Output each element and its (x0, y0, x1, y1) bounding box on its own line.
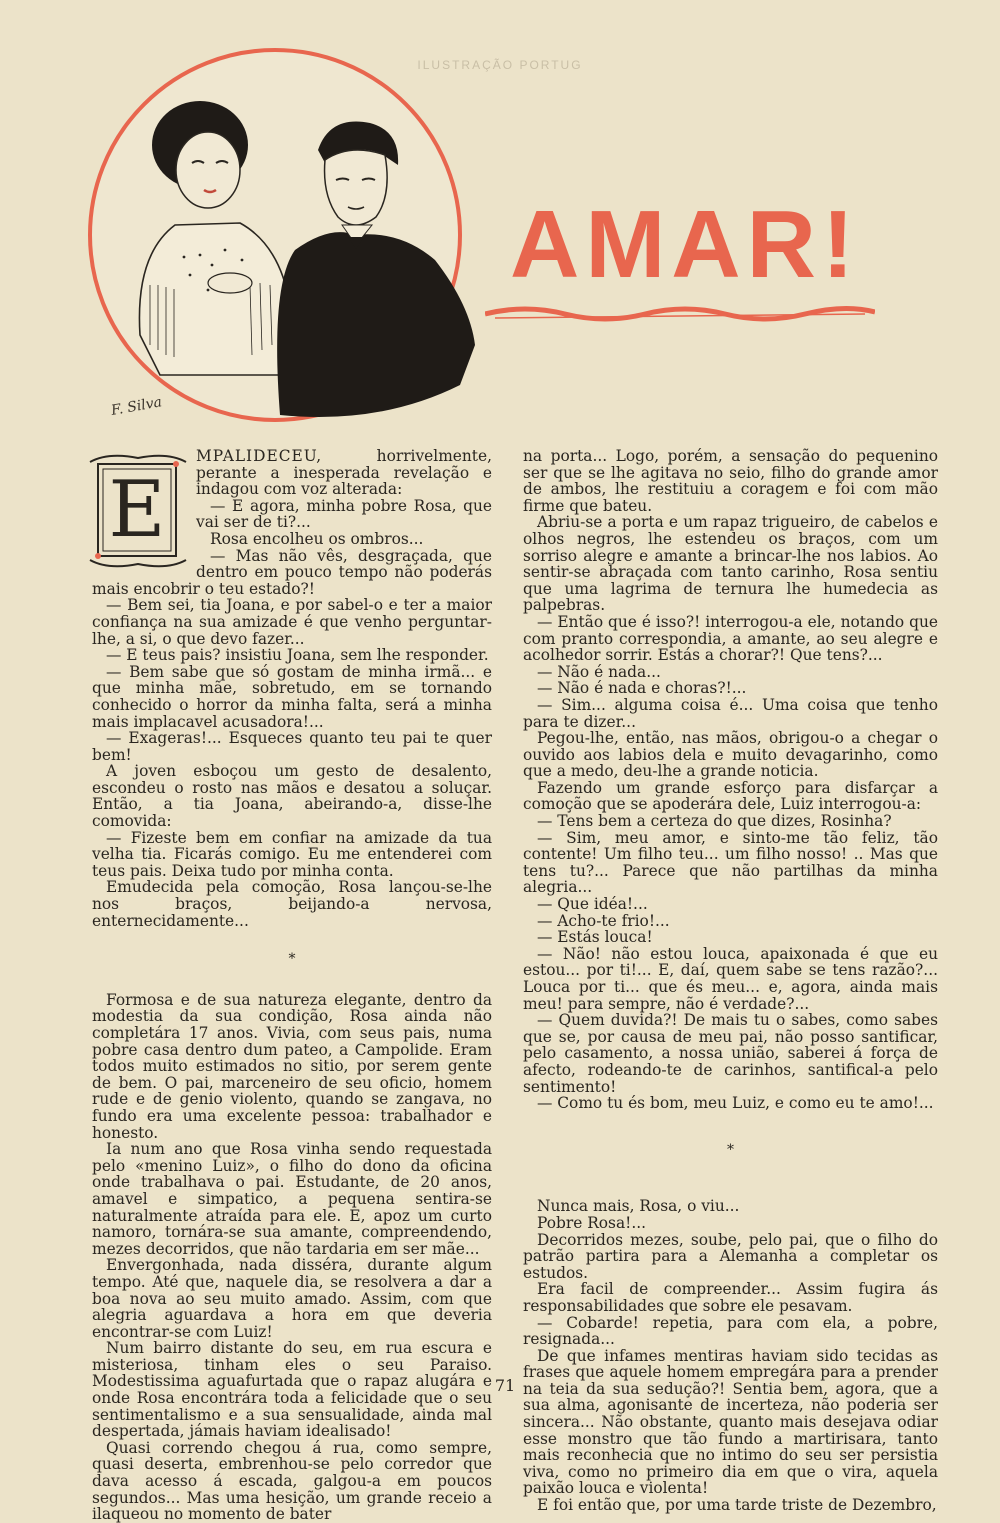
paragraph: na porta... Logo, porém, a sensação do pequenino ser que se lhe agitava no seio, filho do grande amor de ambos, lhe restituiu a coragem e foi com mão firme que bateu. (523, 447, 938, 515)
paragraph: Fazendo um grande esforço para disfarçar a comoção que se apoderára dele, Luiz interrogou-a: (523, 778, 938, 814)
paragraph: — Exageras!... Esqueces quanto teu pai te quer bem! (92, 729, 492, 764)
paragraph: Era facil de compreender... Assim fugira ás responsabilidades que sobre ele pesavam. (523, 1280, 938, 1315)
paragraph-text: horrivelmente, perante a inesperada revelação e indagou com voz alterada: (196, 447, 492, 499)
paragraph: — E agora, minha pobre Rosa, que vai ser de ti?... (196, 496, 492, 532)
paragraph: E foi então que, por uma tarde triste de Dezembro, (537, 1496, 937, 1515)
paragraph: — Não é nada e choras?!... (537, 679, 747, 698)
section-separator: * (727, 1141, 734, 1158)
faint-header: ILUSTRAÇÃO PORTUG (417, 58, 583, 72)
paragraph: Rosa encolheu os ombros... (210, 529, 424, 548)
paragraph: — Não! não estou louca, apaixonada é que eu estou... por ti!... E, daí, quem sabe se tens razão?... Louca por ti... que és meu... e, agora, ainda mais meu! para sempre, não é verdade?... (523, 944, 938, 1013)
right-column (523, 448, 938, 1514)
paragraph: Quasi correndo chegou á rua, como sempre, quasi deserta, embrenhou-se pelo corredor que dava acesso á escada, galgou-a em poucos segundos... Mas uma hesição, um grande receio a ilaqueou no momento de bater (92, 1438, 492, 1523)
paragraph: Formosa e de sua natureza elegante, dentro da modestia da sua condição, Rosa ainda não completára 17 anos. Vivia, com seus pais, numa pobre casa dentro dum pateo, a Campolide. Eram todos muito estimados no sitio, por serem gente de bem. O pai, marceneiro de seu oficio, homem rude e de genio violento, quando se zangava, no fundo era uma excelente pessoa: trabalhador e honesto. (92, 990, 492, 1142)
dropcap-letter: E (108, 465, 166, 555)
paragraph: — Então que é isso?! interrogou-a ele, notando que com pranto correspondia, a amante, ao seu alegre e acolhedor sorrir. Estás a chorar?! Que tens?... (523, 612, 938, 665)
paragraph: — E teus pais? insistiu Joana, sem lhe responder. (106, 646, 489, 665)
dropcap (88, 452, 188, 570)
paragraph: — Bem sei, tia Joana, e por sabel-o e ter a maior confiança na sua amizade é que venho perguntar-lhe, a si, o que devo fazer... (92, 596, 492, 648)
page-number: 71 (494, 1376, 516, 1395)
first-word: MPALIDECEU, (196, 447, 323, 465)
paragraph: Abriu-se a porta e um rapaz trigueiro, de cabelos e olhos negros, lhe estendeu os braços, com um sorriso alegre e amante a brincar-lhe nos labios. Ao sentir-se abraçada com tanto carinho, Rosa sentiu que uma lagrima de ternura lhe humedecia as palpebras. (523, 513, 938, 615)
paragraph: Decorridos mezes, soube, pelo pai, que o filho do patrão partira para a Alemanha a completar os estudos. (523, 1230, 938, 1282)
paragraph: Pobre Rosa!... (537, 1213, 646, 1232)
paragraph: — Mas não vês, desgraçada, que dentro em pouco tempo não poderás mais encobrir o teu estado?! (92, 546, 492, 598)
paragraph: — Sim... alguma coisa é... Uma coisa que tenho para te dizer... (523, 695, 938, 731)
paragraph: De que infames mentiras haviam sido tecidas as frases que aquele homem empregára para a prender na teia da sua sedução?! Sentia bem, agora, que a sua alma, agonisante de incerteza, não poderia ser sincera... Não obstante, quanto mais desejava odiar esse monstro que tão fundo a martirisara, tanto mais reconhecia que no intimo do seu ser persistia viva, como no primeiro dia em que o vira, aquela paixão louca e violenta! (523, 1346, 938, 1498)
paragraph: Envergonhada, nada disséra, durante algum tempo. Até que, naquele dia, se resolvera a dar a boa nova ao seu muito amado. Assim, com que alegria aguardava a hora em que deveria encontrar-se com Luiz! (92, 1256, 492, 1341)
left-column (92, 448, 492, 1523)
paragraph: — Cobarde! repetia, para com ela, a pobre, resignada... (523, 1313, 938, 1349)
paragraph: Ia num ano que Rosa vinha sendo requestada pelo «menino Luiz», o filho do dono da oficina onde trabalhava o pai. Estudante, de 20 anos, amavel e simpatico, a pequena sentira-se naturalmente atraída para ele. E, apoz um curto namoro, tornára-se sua amante, compreendendo, mezes decorridos, que não tardaria em ser mãe... (92, 1140, 492, 1258)
paragraph: — Quem duvida?! De mais tu o sabes, como sabes que se, por causa de meu pai, não posso santificar, pelo casamento, a nossa união, saberei á força de afecto, rodeando-te de carinhos, santifical-a pelo sentimento! (523, 1011, 938, 1096)
paragraph: — Fizeste bem em confiar na amizade da tua velha tia. Ficarás comigo. Eu me entenderei com teus pais. Deixa tudo por minha conta. (92, 828, 492, 880)
paragraph: Nunca mais, Rosa, o viu... (537, 1197, 740, 1216)
paragraph: Pegou-lhe, então, nas mãos, obrigou-o a chegar o ouvido aos labios dela e muito devagarinho, como que a medo, deu-lhe a grande noticia. (523, 729, 938, 781)
paragraph: — Como tu és bom, meu Luiz, e como eu te amo!... (537, 1094, 934, 1113)
artist-signature: F. Silva (109, 394, 164, 419)
paragraph: — Não é nada... (537, 662, 661, 681)
paragraph: — Que idéa!... (537, 895, 648, 914)
paragraph: A joven esboçou um gesto de desalento, escondeu o rosto nas mãos e desatou a soluçar. Então, a tia Joana, abeirando-a, disse-lhe comovida: (92, 762, 492, 831)
title-underline-ornament (485, 300, 875, 324)
paragraph: — Acho-te frio!... (537, 911, 670, 930)
paragraph: — Estás louca! (537, 928, 653, 947)
article-title: AMAR! (510, 191, 860, 298)
paragraph: — Tens bem a certeza do que dizes, Rosinha? (537, 812, 892, 831)
paragraph: Num bairro distante do seu, em rua escura e misteriosa, tinham eles o seu Paraiso. Modestissima aguafurtada que o rapaz alugára e onde Rosa encontrára toda a felicidade que o seu sentimentalismo e a sua sensualidade, ainda mal despertada, jámais haviam idealisado! (92, 1339, 492, 1441)
section-separator: * (288, 951, 296, 968)
paragraph: — Bem sabe que só gostam de minha irmã... e que minha mãe, sobretudo, em se tornando conhecido o horror da minha falta, será a minha mais implacavel acusadora!... (92, 662, 492, 731)
couple-illustration (80, 45, 500, 445)
paragraph: — Sim, meu amor, e sinto-me tão feliz, tão contente! Um filho teu... um filho nosso! .. Mas que tens tu?... Parece que não partilhas da minha alegria... (523, 828, 938, 897)
paragraph: Emudecida pela comoção, Rosa lançou-se-lhe nos braços, beijando-a nervosa, enternecidamente... (92, 878, 492, 930)
